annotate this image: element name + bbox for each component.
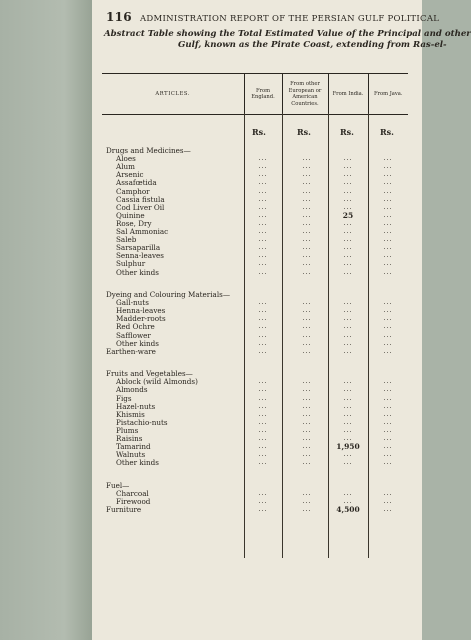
row-label: Saleb (116, 235, 137, 245)
cell-nil: ... (258, 259, 268, 268)
cell-nil: ... (302, 417, 312, 426)
row-label: Other kinds (116, 338, 159, 348)
row-label: Drugs and Medicines— (106, 146, 191, 155)
row-label: Senna-leaves (116, 251, 164, 261)
row-label: Earthen-ware (106, 346, 156, 356)
running-head-text: ADMINISTRATION REPORT OF THE PERSIAN GULF POLITICAL (139, 14, 440, 24)
cell-nil: ... (258, 409, 268, 418)
cell-nil: ... (383, 425, 393, 434)
row-label: Other kinds (116, 458, 159, 468)
cell-nil: ... (258, 442, 268, 451)
cell-nil: ... (258, 162, 268, 171)
cell-nil: ... (383, 442, 393, 451)
cell-nil: ... (343, 306, 353, 315)
cell-nil: ... (343, 330, 353, 339)
cell-nil: ... (343, 298, 353, 307)
row-label: Dyeing and Colouring Materials— (106, 290, 231, 299)
cell-nil: ... (343, 267, 353, 276)
cell-nil: ... (383, 227, 393, 235)
cell-nil: ... (383, 450, 393, 459)
cell-nil: ... (302, 393, 312, 402)
cell-nil: ... (343, 218, 353, 227)
cell-nil: ... (258, 178, 268, 187)
row-label: Walnuts (116, 450, 146, 460)
cell-nil: ... (302, 227, 312, 235)
cell-nil: ... (343, 409, 353, 418)
cell-nil: ... (258, 186, 268, 195)
cell-nil: ... (343, 497, 353, 505)
cell-nil: ... (302, 322, 312, 331)
cell-nil: ... (302, 425, 312, 434)
row-label: Cassia fistula (116, 194, 165, 204)
cell-nil: ... (302, 497, 312, 505)
cell-nil: ... (343, 385, 353, 394)
row-label: Almonds (116, 385, 148, 395)
cell-nil: ... (343, 377, 353, 386)
unit-label-england: Rs. (252, 127, 266, 137)
cell-nil: ... (383, 235, 393, 244)
row-label: Camphor (116, 186, 150, 196)
row-label: Pistachio-nuts (116, 417, 168, 427)
cell-nil: ... (383, 385, 393, 394)
cell-nil: ... (343, 194, 353, 203)
cell-value: 4,500 (336, 505, 360, 515)
cell-nil: ... (383, 338, 393, 347)
cell-nil: ... (343, 314, 353, 323)
cell-nil: ... (343, 488, 353, 497)
row-label: Arsenic (116, 170, 144, 180)
cell-nil: ... (258, 458, 268, 467)
cell-nil: ... (383, 202, 393, 211)
cell-nil: ... (383, 401, 393, 410)
row-label: Other kinds (116, 267, 159, 277)
cell-nil: ... (302, 170, 312, 179)
row-label: Safflower (116, 330, 151, 340)
cell-nil: ... (302, 178, 312, 187)
row-label: Red Ochre (116, 322, 155, 332)
col-header-java: From Java. (368, 74, 408, 115)
cell-nil: ... (383, 377, 393, 386)
table-caption-line-2: Gulf, known as the Pirate Coast, extending from Ras-el- (178, 40, 447, 50)
cell-nil: ... (302, 202, 312, 211)
cell-nil: ... (302, 243, 312, 252)
cell-nil: ... (383, 194, 393, 203)
cell-nil: ... (258, 385, 268, 394)
col-header-england: From England. (244, 74, 282, 115)
cell-nil: ... (383, 259, 393, 268)
unit-label-other-europe: Rs. (297, 127, 311, 137)
col-header-articles: ARTICLES. (102, 74, 244, 115)
cell-nil: ... (258, 267, 268, 276)
cell-nil: ... (343, 202, 353, 211)
cell-nil: ... (383, 154, 393, 163)
cell-nil: ... (343, 162, 353, 171)
column-rule (282, 113, 283, 558)
document-page (92, 0, 471, 640)
cell-nil: ... (343, 186, 353, 195)
cell-nil: ... (258, 377, 268, 386)
row-label: Sarsaparilla (116, 243, 161, 253)
cell-nil: ... (258, 194, 268, 203)
cell-nil: ... (383, 488, 393, 497)
cell-nil: ... (302, 458, 312, 467)
running-header (106, 10, 439, 24)
cell-nil: ... (302, 377, 312, 386)
row-label: Khismis (116, 409, 145, 419)
row-label: Fruits and Vegetables— (106, 369, 193, 379)
cell-nil: ... (258, 170, 268, 179)
cell-nil: ... (258, 330, 268, 339)
table-header (102, 73, 408, 115)
row-label: Assafœtida (116, 178, 157, 188)
cell-nil: ... (343, 401, 353, 410)
cell-nil: ... (258, 298, 268, 307)
cell-nil: ... (383, 218, 393, 227)
cell-nil: ... (343, 458, 353, 467)
cell-nil: ... (343, 259, 353, 268)
cell-nil: ... (383, 393, 393, 402)
cell-nil: ... (302, 218, 312, 227)
cell-nil: ... (383, 170, 393, 179)
cell-nil: ... (258, 488, 268, 497)
row-label: Ablock (wild Almonds) (116, 377, 198, 387)
cell-nil: ... (343, 425, 353, 434)
cell-nil: ... (258, 306, 268, 315)
cell-nil: ... (343, 178, 353, 187)
cell-nil: ... (258, 251, 268, 260)
cell-nil: ... (302, 434, 312, 442)
cell-nil: ... (343, 154, 353, 163)
row-label: Raisins (116, 434, 143, 443)
cell-nil: ... (383, 243, 393, 252)
cell-nil: ... (302, 401, 312, 410)
unit-label-india: Rs. (340, 127, 354, 137)
cell-nil: ... (302, 505, 312, 514)
cell-nil: ... (258, 338, 268, 347)
cell-nil: ... (258, 227, 268, 235)
cell-nil: ... (383, 298, 393, 307)
row-label: Gall-nuts (116, 298, 149, 308)
cell-nil: ... (383, 210, 393, 219)
row-label: Charcoal (116, 488, 149, 498)
cell-nil: ... (302, 442, 312, 451)
cell-nil: ... (302, 162, 312, 171)
cell-nil: ... (302, 346, 312, 355)
cell-nil: ... (343, 450, 353, 459)
cell-nil: ... (383, 409, 393, 418)
cell-nil: ... (343, 243, 353, 252)
cell-nil: ... (302, 235, 312, 244)
cell-nil: ... (258, 497, 268, 505)
row-label: Sal Ammoniac (116, 227, 169, 236)
cell-nil: ... (383, 330, 393, 339)
column-rule (368, 113, 369, 558)
cell-nil: ... (343, 338, 353, 347)
cell-nil: ... (343, 417, 353, 426)
cell-nil: ... (383, 186, 393, 195)
cell-nil: ... (343, 251, 353, 260)
row-label: Henna-leaves (116, 306, 166, 316)
cell-nil: ... (383, 458, 393, 467)
cell-nil: ... (302, 338, 312, 347)
row-label: Alum (116, 162, 135, 172)
cell-nil: ... (258, 346, 268, 355)
cell-nil: ... (258, 322, 268, 331)
cell-nil: ... (302, 210, 312, 219)
cell-nil: ... (302, 267, 312, 276)
cell-nil: ... (302, 306, 312, 315)
cell-nil: ... (383, 267, 393, 276)
cell-nil: ... (302, 154, 312, 163)
cell-value: 1,950 (336, 442, 360, 452)
cell-nil: ... (383, 306, 393, 315)
row-label: Fuel— (106, 480, 130, 490)
cell-nil: ... (258, 210, 268, 219)
cell-nil: ... (302, 186, 312, 195)
cell-nil: ... (343, 170, 353, 179)
cell-nil: ... (383, 251, 393, 260)
col-header-india: From India. (328, 74, 368, 115)
cell-nil: ... (258, 243, 268, 252)
unit-label-java: Rs. (380, 127, 394, 137)
row-label: Figs (116, 393, 132, 403)
cell-nil: ... (343, 227, 353, 235)
cell-nil: ... (343, 393, 353, 402)
row-label: Aloes (116, 154, 136, 164)
cell-nil: ... (302, 488, 312, 497)
cell-nil: ... (383, 314, 393, 323)
cell-nil: ... (258, 218, 268, 227)
cell-nil: ... (383, 434, 393, 442)
cell-nil: ... (258, 202, 268, 211)
cell-nil: ... (302, 251, 312, 260)
row-label: Rose, Dry (116, 218, 152, 228)
col-header-other-europe: From other European or American Countries. (282, 74, 328, 115)
cell-nil: ... (258, 154, 268, 163)
cell-nil: ... (383, 346, 393, 355)
cell-nil: ... (258, 450, 268, 459)
cell-nil: ... (302, 194, 312, 203)
cell-nil: ... (302, 450, 312, 459)
row-label: Sulphur (116, 259, 146, 269)
page-number: 116 (106, 10, 132, 24)
cell-nil: ... (383, 505, 393, 514)
cell-nil: ... (258, 425, 268, 434)
cell-nil: ... (258, 505, 268, 514)
cell-nil: ... (383, 322, 393, 331)
cell-nil: ... (343, 322, 353, 331)
row-label: Plums (116, 425, 139, 435)
cell-nil: ... (302, 385, 312, 394)
row-label: Madder-roots (116, 314, 166, 324)
cell-nil: ... (258, 434, 268, 442)
row-label: Furniture (106, 505, 142, 515)
column-rule (244, 113, 245, 558)
cell-nil: ... (302, 314, 312, 323)
row-label: Quinine (116, 210, 145, 220)
cell-nil: ... (343, 346, 353, 355)
cell-nil: ... (258, 314, 268, 323)
cell-nil: ... (302, 330, 312, 339)
cell-nil: ... (383, 497, 393, 505)
cell-nil: ... (302, 259, 312, 268)
cell-nil: ... (302, 298, 312, 307)
row-label: Cod Liver Oil (116, 202, 165, 212)
cell-value: 25 (342, 210, 354, 220)
row-label: Firewood (116, 497, 151, 506)
row-label: Tamarind (116, 442, 151, 452)
cell-nil: ... (302, 409, 312, 418)
cell-nil: ... (258, 417, 268, 426)
row-label: Hazel-nuts (116, 401, 156, 411)
cell-nil: ... (258, 401, 268, 410)
column-rule (328, 113, 329, 558)
cell-nil: ... (258, 393, 268, 402)
cell-nil: ... (343, 434, 353, 442)
table-caption-line-1: Abstract Table showing the Total Estimated Value of the Principal and other (104, 29, 471, 39)
cell-nil: ... (343, 235, 353, 244)
cell-nil: ... (383, 162, 393, 171)
cell-nil: ... (383, 178, 393, 187)
cell-nil: ... (383, 417, 393, 426)
cell-nil: ... (258, 235, 268, 244)
book-gutter (0, 0, 92, 640)
